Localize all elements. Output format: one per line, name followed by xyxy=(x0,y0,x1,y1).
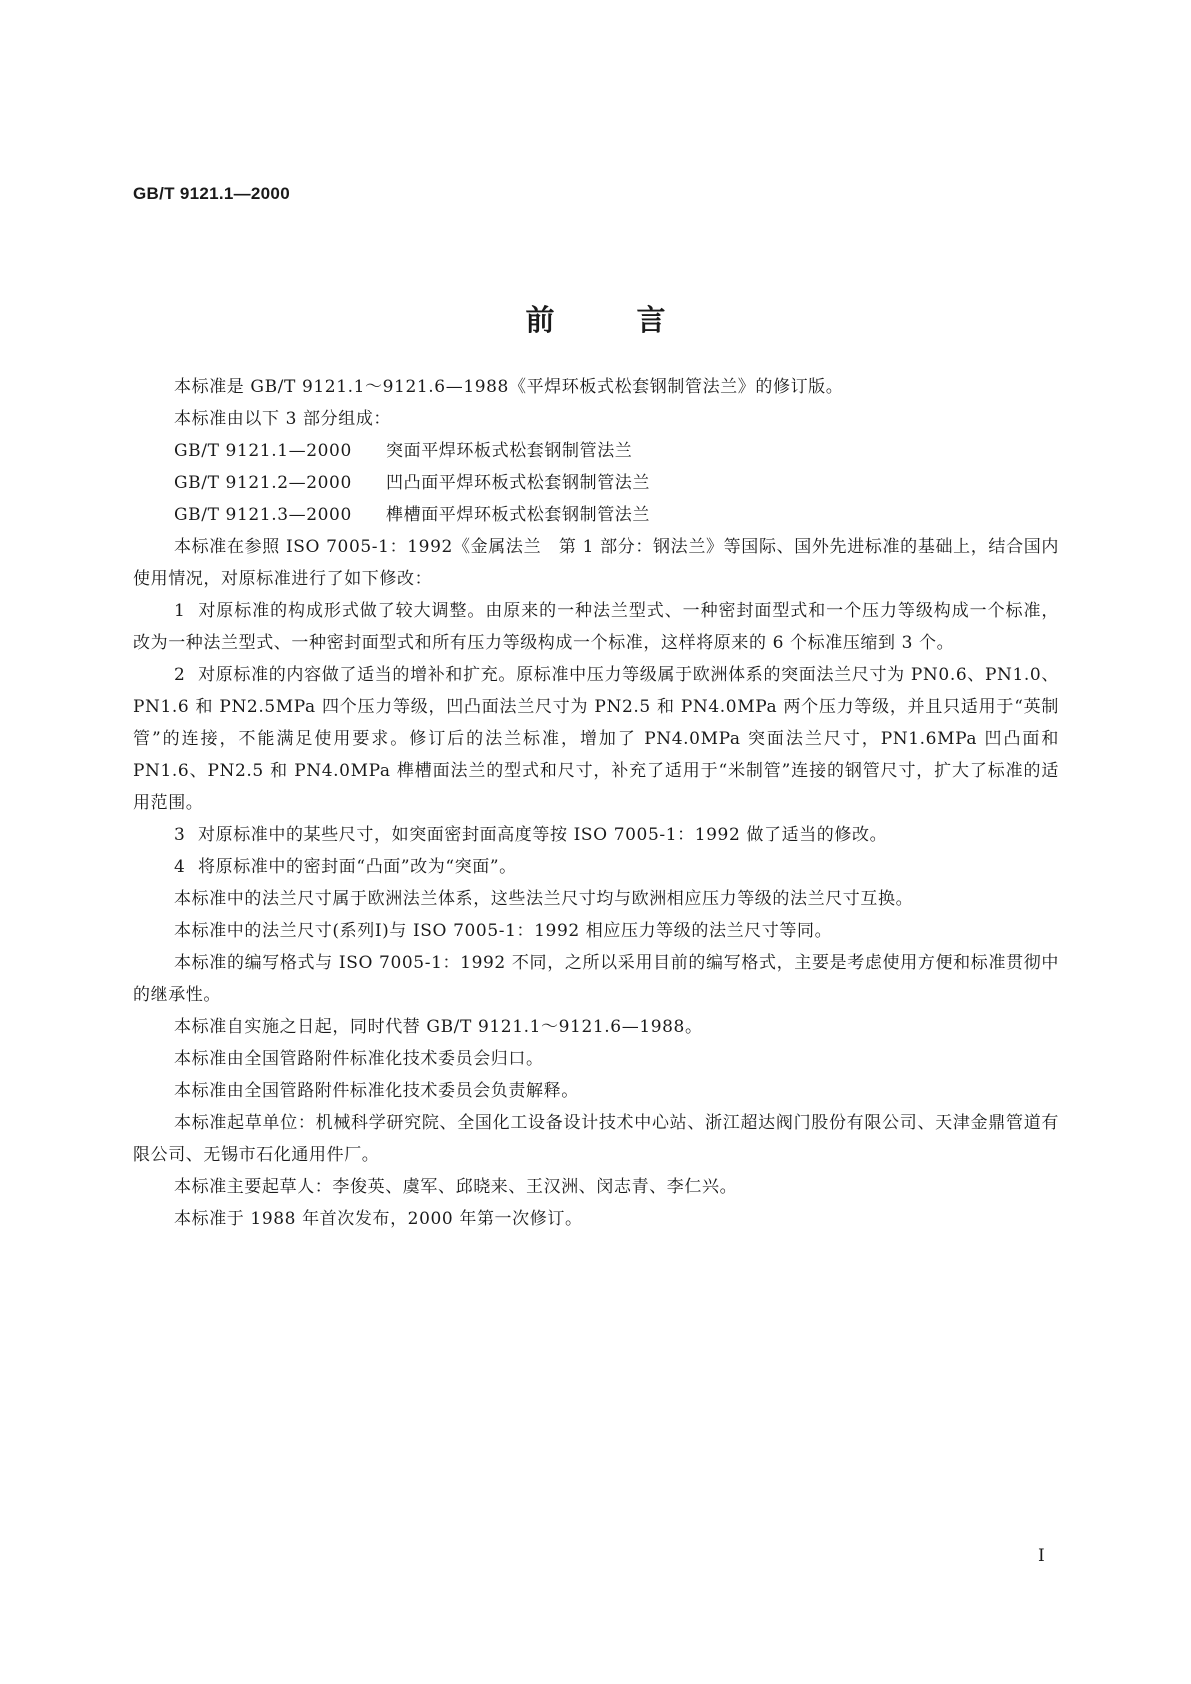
part-list-item xyxy=(133,467,1059,499)
title-char-1: 前 xyxy=(525,303,555,337)
change-text: 对原标准的内容做了适当的增补和扩充。原标准中压力等级属于欧洲体系的突面法兰尺寸为 PN0.6、PN1.0、PN1.6 和 PN2.5MPa 四个压力等级，凹凸面法兰尺寸为 PN2.5 和 PN4.0MPa 两个压力等级，并且只适用于“英制管”的连接，不能满足使用要求。修订后的法兰标准，增加了 PN4.0MPa 突面法兰尺寸，PN1.6MPa 凹凸面和 PN1.6、PN2.5 和 PN4.0MPa 榫槽面法兰的型式和尺寸，补充了适用于“米制管”连接的钢管尺寸，扩大了标准的适用范围。 xyxy=(133,665,1059,813)
change-text: 对原标准中的某些尺寸，如突面密封面高度等按 ISO 7005-1：1992 做了适当的修改。 xyxy=(198,825,888,845)
paragraph-format-note: 本标准的编写格式与 ISO 7005-1：1992 不同，之所以采用目前的编写格式，主要是考虑使用方便和标准贯彻中的继承性。 xyxy=(133,953,1059,1005)
part-code: GB/T 9121.1—2000 xyxy=(174,441,352,461)
page-title xyxy=(0,300,1191,340)
part-name: 榫槽面平焊环板式松套钢制管法兰 xyxy=(386,505,650,525)
page-number: I xyxy=(1038,1546,1045,1566)
change-item xyxy=(133,595,1059,659)
paragraph-drafting-units: 本标准起草单位：机械科学研究院、全国化工设备设计技术中心站、浙江超达阀门股份有限公司、天津金鼎管道有限公司、无锡市石化通用件厂。 xyxy=(133,1113,1059,1165)
part-name: 突面平焊环板式松套钢制管法兰 xyxy=(386,441,633,461)
part-list-item xyxy=(133,499,1059,531)
change-number: 2 xyxy=(174,665,186,685)
change-item xyxy=(133,659,1059,819)
change-item xyxy=(133,819,1059,851)
paragraph-european-system: 本标准中的法兰尺寸属于欧洲法兰体系，这些法兰尺寸均与欧洲相应压力等级的法兰尺寸互换。 xyxy=(174,889,914,909)
change-number: 1 xyxy=(174,601,186,621)
paragraph-supersedes: 本标准自实施之日起，同时代替 GB/T 9121.1～9121.6—1988。 xyxy=(174,1017,703,1037)
paragraph-history: 本标准于 1988 年首次发布，2000 年第一次修订。 xyxy=(174,1209,583,1229)
paragraph-series-equivalence: 本标准中的法兰尺寸(系列Ⅰ)与 ISO 7005-1：1992 相应压力等级的法兰尺寸等同。 xyxy=(174,921,833,941)
paragraph-revision-of: 本标准是 GB/T 9121.1～9121.6—1988《平焊环板式松套钢制管法兰》的修订版。 xyxy=(174,377,844,397)
part-code: GB/T 9121.3—2000 xyxy=(174,505,352,525)
change-text: 将原标准中的密封面“凸面”改为“突面”。 xyxy=(198,857,517,877)
change-number: 3 xyxy=(174,825,186,845)
part-code: GB/T 9121.2—2000 xyxy=(174,473,352,493)
paragraph-responsible-committee: 本标准由全国管路附件标准化技术委员会归口。 xyxy=(174,1049,544,1069)
part-list-item xyxy=(133,435,1059,467)
standard-code-header: GB/T 9121.1—2000 xyxy=(133,184,290,203)
paragraph-parts-intro: 本标准由以下 3 部分组成： xyxy=(174,409,392,429)
change-text: 对原标准的构成形式做了较大调整。由原来的一种法兰型式、一种密封面型式和一个压力等级构成一个标准，改为一种法兰型式、一种密封面型式和所有压力等级构成一个标准，这样将原来的 6 个标准压缩到 3 个。 xyxy=(133,601,1059,653)
preface-body xyxy=(133,371,1059,1235)
paragraph-interpretation: 本标准由全国管路附件标准化技术委员会负责解释。 xyxy=(174,1081,579,1101)
paragraph-reference-basis: 本标准在参照 ISO 7005-1：1992《金属法兰 第 1 部分：钢法兰》等国际、国外先进标准的基础上，结合国内使用情况，对原标准进行了如下修改： xyxy=(133,537,1059,589)
paragraph-drafters: 本标准主要起草人：李俊英、虞军、邱晓来、王汉洲、闵志青、李仁兴。 xyxy=(174,1177,738,1197)
change-number: 4 xyxy=(174,857,186,877)
title-char-2: 言 xyxy=(636,303,666,337)
change-item xyxy=(133,851,1059,883)
part-name: 凹凸面平焊环板式松套钢制管法兰 xyxy=(386,473,650,493)
